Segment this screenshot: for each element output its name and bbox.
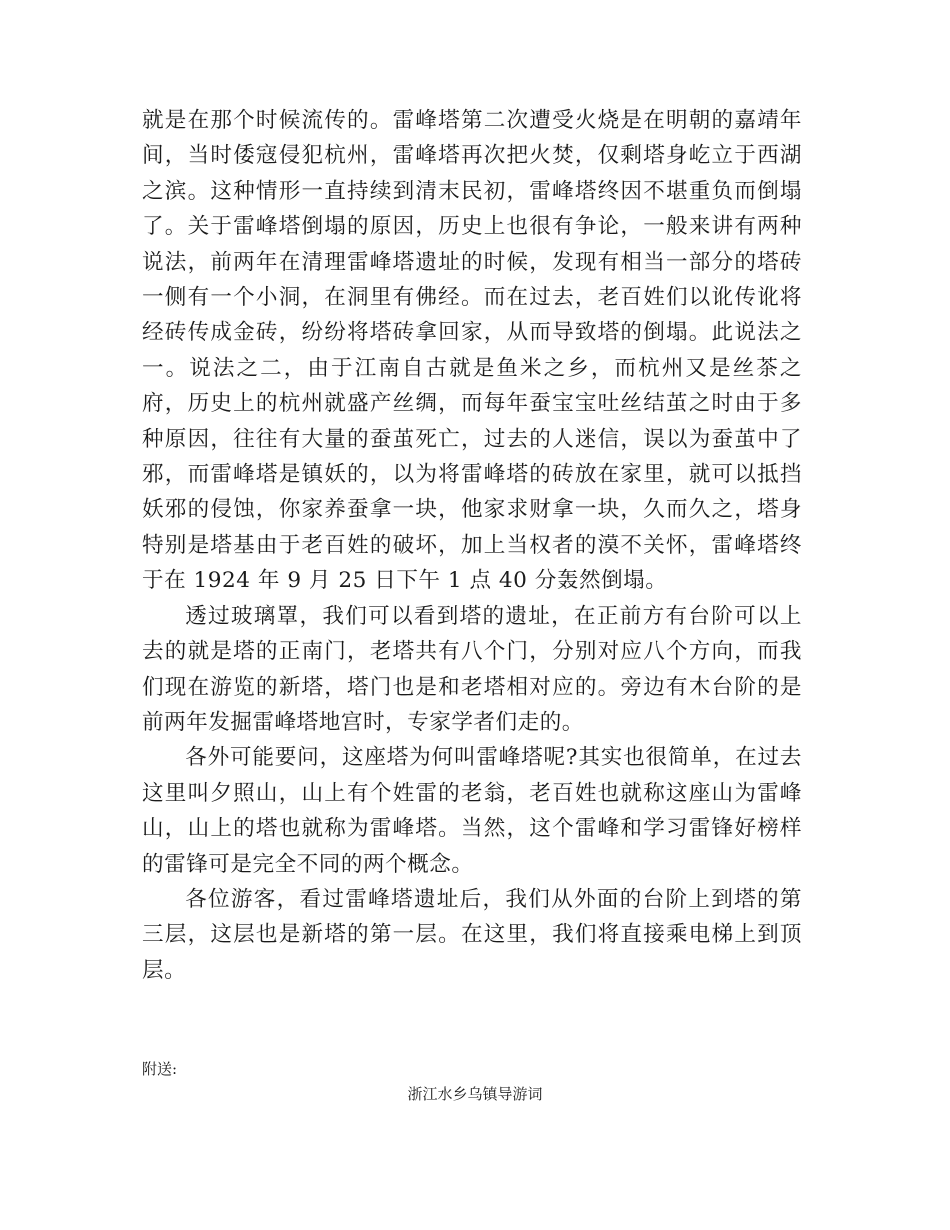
document-body <box>142 103 802 988</box>
paragraph-2: 透过玻璃罩，我们可以看到塔的遗址，在正前方有台阶可以上去的就是塔的正南门，老塔共有八个门，分别对应八个方向，而我们现在游览的新塔，塔门也是和老塔相对应的。旁边有木台阶的是前两年发掘雷峰塔地宫时，专家学者们走的。 <box>142 603 802 735</box>
attachment-label: 附送: <box>142 1060 178 1078</box>
paragraph-1: 就是在那个时候流传的。雷峰塔第二次遭受火烧是在明朝的嘉靖年间，当时倭寇侵犯杭州，雷峰塔再次把火焚，仅剩塔身屹立于西湖之滨。这种情形一直持续到清末民初，雷峰塔终因不堪重负而倒塌了。关于雷峰塔倒塌的原因，历史上也很有争论，一般来讲有两种说法，前两年在清理雷峰塔遗址的时候，发现有相当一部分的塔砖一侧有一个小洞，在洞里有佛经。而在过去，老百姓们以讹传讹将经砖传成金砖，纷纷将塔砖拿回家，从而导致塔的倒塌。此说法之一。说法之二，由于江南自古就是鱼米之乡，而杭州又是丝茶之府，历史上的杭州就盛产丝绸，而每年蚕宝宝吐丝结茧之时由于多种原因，往往有大量的蚕茧死亡，过去的人迷信，误以为蚕茧中了邪，而雷峰塔是镇妖的，以为将雷峰塔的砖放在家里，就可以抵挡妖邪的侵蚀，你家养蚕拿一块，他家求财拿一块，久而久之，塔身特别是塔基由于老百姓的破坏，加上当权者的漠不关怀，雷峰塔终于在 1924 年 9 月 25 日下午 1 点 40 分轰然倒塌。 <box>142 108 802 594</box>
attachment-title: 浙江水乡乌镇导游词 <box>407 1085 543 1103</box>
paragraph-4: 各位游客，看过雷峰塔遗址后，我们从外面的台阶上到塔的第三层，这层也是新塔的第一层。在这里，我们将直接乘电梯上到顶层。 <box>142 886 802 983</box>
paragraph-3: 各外可能要问，这座塔为何叫雷峰塔呢?其实也很简单，在过去这里叫夕照山，山上有个姓雷的老翁，老百姓也就称这座山为雷峰山，山上的塔也就称为雷峰塔。当然，这个雷峰和学习雷锋好榜样的雷锋可是完全不同的两个概念。 <box>142 745 802 877</box>
